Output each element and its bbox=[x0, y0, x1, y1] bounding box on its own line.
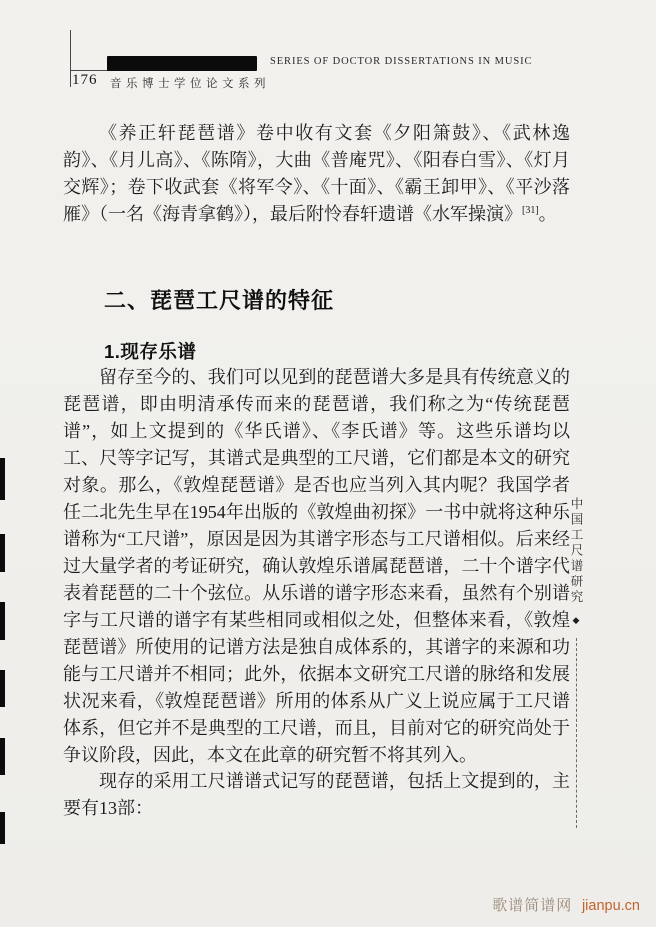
redacted-logo-bar bbox=[107, 56, 257, 71]
watermark-site-name: 歌谱简谱网 bbox=[492, 898, 573, 914]
binding-mark bbox=[0, 738, 5, 775]
vertical-title-text: 中国工尺谱研究 bbox=[569, 497, 583, 606]
watermark-site-url: jianpu.cn bbox=[581, 898, 640, 914]
page-number: 176 bbox=[72, 72, 98, 88]
margin-vertical-title bbox=[565, 497, 587, 828]
diamond-icon: ◆ bbox=[572, 614, 580, 625]
page-frame-vertical-line bbox=[70, 30, 71, 87]
paragraph-thirteen-scores: 现存的采用工尺谱谱式记写的琵琶谱，包括上文提到的，主要有13部： bbox=[63, 771, 570, 818]
watermark bbox=[492, 894, 640, 915]
section-heading: 二、琵琶工尺谱的特征 bbox=[104, 288, 335, 313]
binding-mark bbox=[0, 670, 5, 707]
series-title-chinese: 音乐博士学位论文系列 bbox=[110, 78, 270, 90]
series-title-english: SERIES OF DOCTOR DISSERTATIONS IN MUSIC bbox=[270, 56, 533, 67]
binding-mark bbox=[0, 534, 5, 572]
binding-mark bbox=[0, 812, 5, 844]
paragraph-text: 《养正轩琵琶谱》卷中收有文套《夕阳箫鼓》、《武林逸韵》、《月儿高》、《陈隋》，大曲《普庵咒》、《阳春白雪》、《灯月交辉》；卷下收武套《将军令》、《十面》、《霸王卸甲》、《平沙落雁》（一名《海青拿鹤》），最后附怜春轩遗谱《水军操演》 bbox=[63, 123, 570, 224]
sentence-end: 。 bbox=[538, 204, 557, 224]
binding-mark bbox=[0, 458, 5, 500]
subsection-heading: 1.现存乐谱 bbox=[104, 341, 197, 362]
paragraph-pipa-score-contents bbox=[63, 120, 570, 228]
footnote-reference: [31] bbox=[522, 205, 539, 216]
margin-dashed-line bbox=[576, 638, 577, 828]
paragraph-existing-scores: 留存至今的、我们可以见到的琵琶谱大多是具有传统意义的琵琶谱，即由明清承传而来的琵琶谱，我们称之为“传统琵琶谱”，如上文提到的《华氏谱》、《李氏谱》等。这些乐谱均以工、尺等字记写，其谱式是典型的工尺谱，它们都是本文的研究对象。那么，《敦煌琵琶谱》是否也应当列入其内呢？我国学者任二北先生早在1954年出版的《敦煌曲初探》一书中就将这种乐谱称为“工尺谱”，原因是因为其谱字形态与工尺谱相似。后来经过大量学者的考证研究，确认敦煌乐谱属琵琶谱，二十个谱字代表着琵琶的二十个弦位。从乐谱的谱字形态来看，虽然有个别谱字与工尺谱的谱字有某些相同或相似之处，但整体来看，《敦煌琵琶谱》所使用的记谱方法是独自成体系的，其谱字的来源和功能与工尺谱并不相同；此外，依据本文研究工尺谱的脉络和发展状况来看，《敦煌琵琶谱》所用的体系从广义上说应属于工尺谱体系，但它并不是典型的工尺谱，而且，目前对它的研究尚处于争议阶段，因此，本文在此章的研究暂不将其列入。 bbox=[63, 367, 570, 765]
binding-mark bbox=[0, 602, 5, 640]
